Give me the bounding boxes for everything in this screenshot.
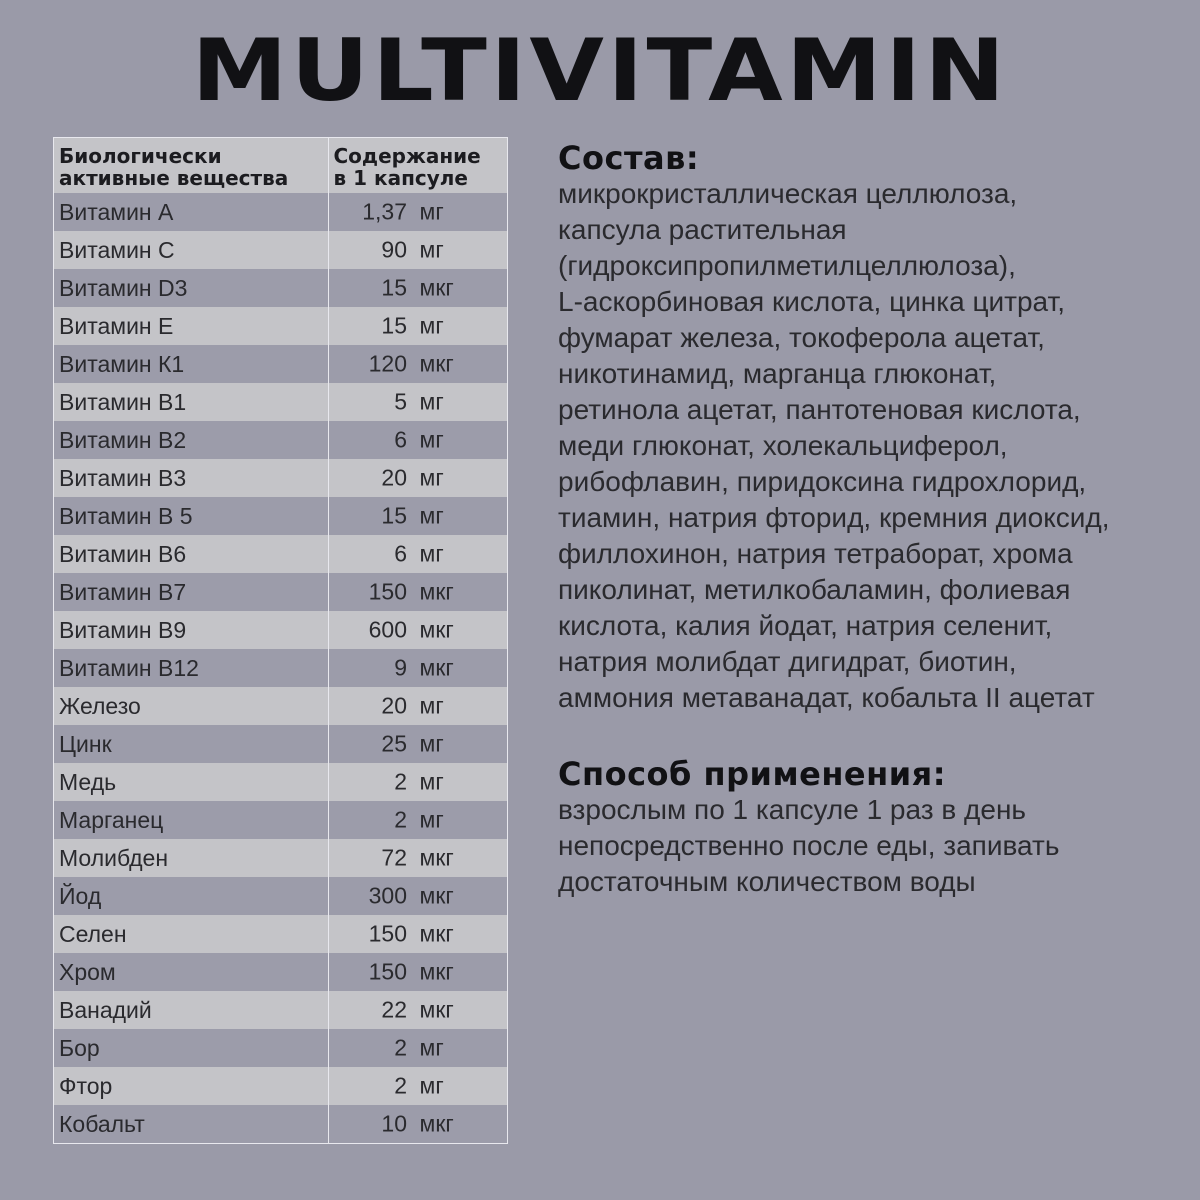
- nutrient-amount: 22: [381, 996, 407, 1023]
- nutrient-unit: мкг: [419, 958, 454, 985]
- nutrient-value: [328, 953, 507, 991]
- text-line: L-аскорбиновая кислота, цинка цитрат,: [558, 286, 1065, 317]
- nutrient-name: Витамин В6: [54, 535, 328, 573]
- nutrient-value: [328, 1029, 507, 1067]
- nutrient-name: Витамин В3: [54, 459, 328, 497]
- table-row: [54, 1067, 507, 1105]
- table-row: [54, 725, 507, 763]
- nutrient-amount: 150: [368, 578, 407, 605]
- text-line: натрия молибдат дигидрат, биотин,: [558, 646, 1017, 677]
- nutrient-amount: 72: [381, 844, 407, 871]
- nutrient-value: [328, 801, 507, 839]
- page-title: MULTIVITAMIN: [191, 21, 1009, 121]
- nutrient-unit: мг: [419, 1034, 444, 1061]
- table-row: [54, 193, 507, 231]
- nutrient-value: [328, 877, 507, 915]
- nutrient-unit: мкг: [419, 996, 454, 1023]
- nutrient-unit: мг: [419, 806, 444, 833]
- nutrient-name: Медь: [54, 763, 328, 801]
- text-line: фумарат железа, токоферола ацетат,: [558, 322, 1045, 353]
- nutrient-name: Витамин В12: [54, 649, 328, 687]
- header-content-line2: в 1 капсуле: [333, 166, 468, 190]
- nutrient-amount: 2: [394, 1034, 407, 1061]
- nutrient-amount: 2: [394, 768, 407, 795]
- nutrient-amount: 20: [381, 692, 407, 719]
- text-line: ретинола ацетат, пантотеновая кислота,: [558, 394, 1081, 425]
- nutrient-value: [328, 383, 507, 421]
- nutrient-unit: мг: [419, 730, 444, 757]
- header-content-line1: Содержание: [333, 144, 481, 168]
- nutrient-unit: мкг: [419, 844, 454, 871]
- nutrient-value: [328, 649, 507, 687]
- nutrient-name: Марганец: [54, 801, 328, 839]
- text-line: капсула растительная: [558, 214, 847, 245]
- nutrient-amount: 6: [394, 426, 407, 453]
- nutrient-name: Ванадий: [54, 991, 328, 1029]
- nutrient-name: Йод: [54, 877, 328, 915]
- nutrient-unit: мг: [419, 312, 444, 339]
- nutrient-value: [328, 839, 507, 877]
- nutrient-unit: мкг: [419, 616, 454, 643]
- info-panel: [558, 140, 1178, 900]
- nutrient-amount: 15: [381, 502, 407, 529]
- nutrient-name: Витамин С: [54, 231, 328, 269]
- nutrient-value: [328, 763, 507, 801]
- usage-heading: Способ применения:: [558, 755, 946, 793]
- nutrient-value: [328, 991, 507, 1029]
- text-line: достаточным количеством воды: [558, 866, 976, 897]
- table-row: [54, 1029, 507, 1067]
- table-row: [54, 801, 507, 839]
- composition-text: [558, 176, 1178, 716]
- text-line: непосредственно после еды, запивать: [558, 830, 1060, 861]
- table-row: [54, 953, 507, 991]
- nutrient-unit: мг: [419, 388, 444, 415]
- header-substances-line1: Биологически: [59, 144, 222, 168]
- nutrient-amount: 300: [368, 882, 407, 909]
- nutrient-unit: мкг: [419, 274, 454, 301]
- nutrient-name: Витамин В7: [54, 573, 328, 611]
- usage-text: [558, 792, 1178, 900]
- composition-section: [558, 140, 1178, 716]
- nutrient-value: [328, 345, 507, 383]
- nutrient-value: [328, 1067, 507, 1105]
- nutrient-name: Витамин В1: [54, 383, 328, 421]
- table-row: [54, 611, 507, 649]
- nutrient-name: Кобальт: [54, 1105, 328, 1143]
- table-row: [54, 345, 507, 383]
- nutrient-amount: 5: [394, 388, 407, 415]
- text-line: меди глюконат, холекальциферол,: [558, 430, 1008, 461]
- nutrient-amount: 120: [368, 350, 407, 377]
- nutrient-value: [328, 915, 507, 953]
- nutrient-table-grid: [54, 138, 507, 1143]
- nutrient-name: Витамин В 5: [54, 497, 328, 535]
- table-row: [54, 839, 507, 877]
- nutrient-amount: 90: [381, 236, 407, 263]
- table-row: [54, 421, 507, 459]
- nutrient-value: [328, 231, 507, 269]
- nutrient-name: Фтор: [54, 1067, 328, 1105]
- nutrient-table: [53, 137, 508, 1144]
- nutrient-name: Железо: [54, 687, 328, 725]
- nutrient-value: [328, 611, 507, 649]
- table-row: [54, 497, 507, 535]
- usage-section: [558, 756, 1178, 900]
- nutrient-name: Хром: [54, 953, 328, 991]
- table-row: [54, 307, 507, 345]
- nutrient-value: [328, 421, 507, 459]
- table-row: [54, 383, 507, 421]
- text-line: аммония метаванадат, кобальта II ацетат: [558, 682, 1095, 713]
- nutrient-value: [328, 725, 507, 763]
- nutrient-amount: 20: [381, 464, 407, 491]
- nutrient-unit: мкг: [419, 920, 454, 947]
- text-line: пиколинат, метилкобаламин, фолиевая: [558, 574, 1071, 605]
- nutrient-unit: мкг: [419, 1110, 454, 1137]
- table-header-row: [54, 138, 507, 193]
- text-line: (гидроксипропилметилцеллюлоза),: [558, 250, 1016, 281]
- nutrient-amount: 9: [394, 654, 407, 681]
- nutrient-amount: 6: [394, 540, 407, 567]
- nutrient-value: [328, 535, 507, 573]
- nutrient-unit: мкг: [419, 654, 454, 681]
- nutrient-value: [328, 573, 507, 611]
- nutrient-value: [328, 497, 507, 535]
- text-line: рибофлавин, пиридоксина гидрохлорид,: [558, 466, 1087, 497]
- nutrient-amount: 150: [368, 958, 407, 985]
- nutrient-unit: мкг: [419, 882, 454, 909]
- text-line: филлохинон, натрия тетраборат, хрома: [558, 538, 1073, 569]
- nutrient-amount: 1,37: [362, 198, 407, 225]
- nutrient-name: Витамин D3: [54, 269, 328, 307]
- header-content: [328, 138, 507, 193]
- nutrient-amount: 150: [368, 920, 407, 947]
- nutrient-unit: мг: [419, 426, 444, 453]
- nutrient-unit: мг: [419, 236, 444, 263]
- header-substances: [54, 138, 328, 193]
- table-row: [54, 231, 507, 269]
- nutrient-value: [328, 687, 507, 725]
- nutrient-name: Витамин В9: [54, 611, 328, 649]
- nutrient-amount: 2: [394, 806, 407, 833]
- nutrient-unit: мг: [419, 692, 444, 719]
- nutrient-value: [328, 193, 507, 231]
- table-row: [54, 763, 507, 801]
- nutrient-unit: мкг: [419, 350, 454, 377]
- nutrient-name: Селен: [54, 915, 328, 953]
- nutrient-unit: мкг: [419, 578, 454, 605]
- table-row: [54, 915, 507, 953]
- text-line: тиамин, натрия фторид, кремния диоксид,: [558, 502, 1110, 533]
- nutrient-value: [328, 307, 507, 345]
- nutrient-amount: 10: [381, 1110, 407, 1137]
- nutrient-name: Молибден: [54, 839, 328, 877]
- nutrient-amount: 15: [381, 312, 407, 339]
- table-body: [54, 193, 507, 1143]
- nutrient-value: [328, 269, 507, 307]
- nutrient-name: Цинк: [54, 725, 328, 763]
- composition-heading: Состав:: [558, 139, 700, 177]
- table-row: [54, 877, 507, 915]
- nutrient-amount: 2: [394, 1072, 407, 1099]
- nutrient-amount: 15: [381, 274, 407, 301]
- table-row: [54, 649, 507, 687]
- table-row: [54, 535, 507, 573]
- nutrient-value: [328, 1105, 507, 1143]
- nutrient-name: Витамин В2: [54, 421, 328, 459]
- text-line: взрослым по 1 капсуле 1 раз в день: [558, 794, 1026, 825]
- nutrient-unit: мг: [419, 502, 444, 529]
- nutrient-unit: мг: [419, 198, 444, 225]
- table-row: [54, 459, 507, 497]
- text-line: никотинамид, марганца глюконат,: [558, 358, 997, 389]
- nutrient-name: Бор: [54, 1029, 328, 1067]
- table-row: [54, 687, 507, 725]
- table-row: [54, 573, 507, 611]
- nutrient-unit: мг: [419, 464, 444, 491]
- nutrient-amount: 25: [381, 730, 407, 757]
- nutrient-unit: мг: [419, 1072, 444, 1099]
- table-row: [54, 1105, 507, 1143]
- nutrient-unit: мг: [419, 540, 444, 567]
- header-substances-line2: активные вещества: [59, 166, 289, 190]
- nutrient-unit: мг: [419, 768, 444, 795]
- nutrient-name: Витамин Е: [54, 307, 328, 345]
- nutrient-amount: 600: [368, 616, 407, 643]
- nutrient-value: [328, 459, 507, 497]
- text-line: кислота, калия йодат, натрия селенит,: [558, 610, 1053, 641]
- table-row: [54, 991, 507, 1029]
- table-row: [54, 269, 507, 307]
- nutrient-name: Витамин А: [54, 193, 328, 231]
- nutrient-name: Витамин К1: [54, 345, 328, 383]
- text-line: микрокристаллическая целлюлоза,: [558, 178, 1018, 209]
